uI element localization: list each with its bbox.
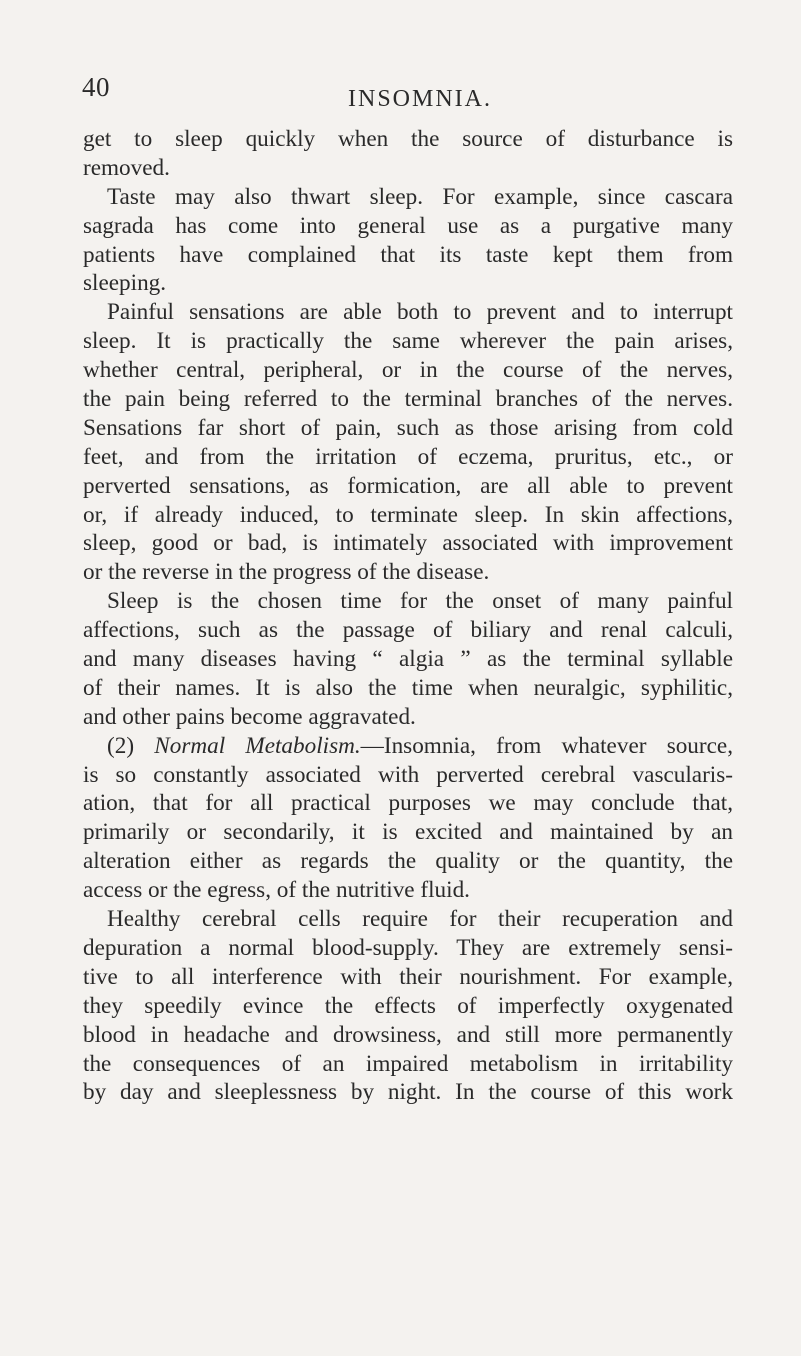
text-line: Sensations far short of pain, such as those arising from cold <box>83 414 733 441</box>
text-line: (2) Normal Metabolism.—Insomnia, from whatever source, <box>107 732 734 759</box>
text-line: depuration a normal blood-supply. They are extremely sensi- <box>83 934 733 961</box>
text-line: is so constantly associated with perverted cerebral vascularis- <box>83 761 733 788</box>
text-line: tive to all interference with their nourishment. For example, <box>83 963 733 990</box>
text-line: perverted sensations, as formication, are all able to prevent <box>83 472 733 499</box>
text-line: sleep. It is practically the same wherever the pain arises, <box>83 328 733 355</box>
page-header <box>0 66 801 116</box>
text-line: affections, such as the passage of biliary and renal calculi, <box>83 617 733 644</box>
text-line: and other pains become aggravated. <box>83 703 416 730</box>
text-line: Healthy cerebral cells require for their recuperation and <box>107 906 733 933</box>
text-line: or the reverse in the progress of the disease. <box>83 559 490 586</box>
text-line: sleep, good or bad, is intimately associated with improvement <box>83 530 733 557</box>
text-line: blood in headache and drowsiness, and still more permanently <box>83 1021 733 1048</box>
text-line: of their names. It is also the time when neuralgic, syphilitic, <box>83 674 733 701</box>
text-line: the pain being referred to the terminal branches of the nerves. <box>83 386 733 413</box>
text-line: by day and sleeplessness by night. In the course of this work <box>83 1079 733 1106</box>
text-line: the consequences of an impaired metabolism in irritability <box>83 1050 733 1077</box>
text-line: primarily or secondarily, it is excited and maintained by an <box>83 819 733 846</box>
text-line: and many diseases having “ algia ” as the terminal syllable <box>83 646 733 673</box>
text-line: Taste may also thwart sleep. For example, since cascara <box>107 183 733 210</box>
text-line: alteration either as regards the quality or the quantity, the <box>83 848 733 875</box>
text-line: or, if already induced, to terminate sleep. In skin affections, <box>83 501 733 528</box>
text-line: ation, that for all practical purposes we may conclude that, <box>83 790 733 817</box>
text-line: patients have complained that its taste kept them from <box>83 241 733 268</box>
text-line: sleeping. <box>83 270 167 297</box>
text-line: removed. <box>83 154 170 181</box>
text-line: feet, and from the irritation of eczema, pruritus, etc., or <box>83 443 733 470</box>
page-number: 40 <box>82 72 110 102</box>
text-line: Painful sensations are able both to prevent and to interrupt <box>107 299 733 326</box>
text-line: access or the egress, of the nutritive fluid. <box>83 877 470 904</box>
text-line: sagrada has come into general use as a purgative many <box>83 212 733 239</box>
text-line: Sleep is the chosen time for the onset of many painful <box>107 588 733 615</box>
section-heading: Normal Metabolism. <box>154 732 361 759</box>
running-head: INSOMNIA. <box>348 86 492 112</box>
body-text <box>83 125 733 1107</box>
text-line: whether central, peripheral, or in the course of the nerves, <box>83 357 733 384</box>
text-line: get to sleep quickly when the source of disturbance is <box>83 126 733 152</box>
text-line: they speedily evince the effects of imperfectly oxygenated <box>83 992 733 1019</box>
